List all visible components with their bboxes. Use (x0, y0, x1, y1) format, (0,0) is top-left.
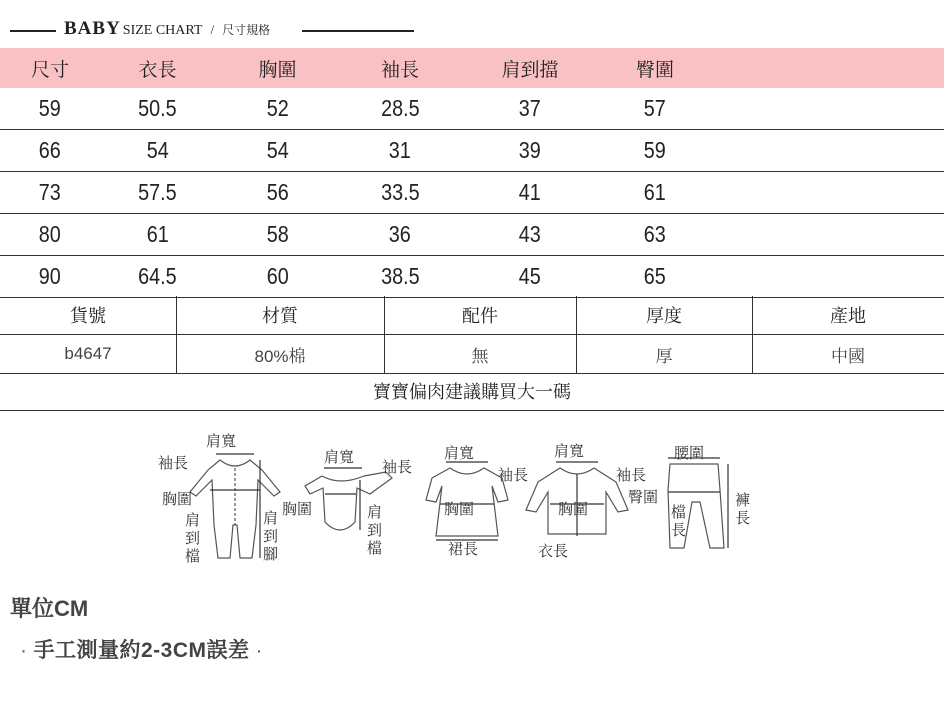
label-top-shoulder-width: 肩寬 (554, 442, 585, 460)
label-dress-shoulder-width: 肩寬 (444, 444, 475, 462)
label-bodysuit-shoulder-width: 肩寬 (324, 448, 355, 466)
table-row (0, 172, 944, 214)
product-info-table (0, 296, 944, 374)
title-divider-left (10, 30, 56, 32)
top-outline (526, 462, 628, 536)
info-header-row (0, 296, 944, 335)
column-divider (576, 335, 577, 373)
table-cell: 61 (146, 221, 169, 247)
table-cell: 31 (388, 137, 412, 163)
table-row (0, 256, 944, 298)
table-cell: 43 (518, 221, 542, 247)
info-value-row (0, 335, 944, 374)
label-bodysuit-shoulder-to-crotch: 肩到檔 (365, 504, 383, 558)
table-row (0, 130, 944, 172)
header-sleeve: 袖長 (380, 59, 419, 81)
table-cell: 38.5 (380, 263, 420, 289)
info-header-accessories: 配件 (462, 306, 498, 326)
measurement-diagrams (140, 430, 780, 580)
table-cell: 50.5 (138, 95, 177, 121)
table-cell: 54 (266, 137, 289, 163)
table-cell: 59 (38, 95, 62, 121)
label-bodysuit-sleeve: 袖長 (382, 458, 413, 476)
title-brand: BABY (64, 18, 121, 39)
table-cell: 58 (266, 221, 289, 247)
table-cell: 54 (146, 137, 169, 163)
label-top-chest: 胸圍 (558, 500, 589, 518)
title-subtitle: SIZE CHART (122, 23, 203, 38)
header-size: 尺寸 (30, 59, 69, 81)
table-cell: 61 (643, 179, 667, 205)
table-cell: 57.5 (138, 179, 177, 205)
chart-title (10, 18, 430, 42)
info-value-sku: b4647 (64, 344, 112, 363)
column-divider (752, 296, 753, 334)
label-top-sleeve: 袖長 (616, 466, 647, 484)
label-romper-shoulder-width: 肩寬 (206, 432, 237, 450)
table-cell: 56 (266, 179, 289, 205)
table-row (0, 88, 944, 130)
header-chest: 胸圍 (258, 59, 297, 81)
bullet-dot: · (255, 639, 264, 662)
column-divider (384, 335, 385, 373)
bullet-dot: · (20, 639, 28, 662)
header-hip: 臀圍 (635, 59, 674, 81)
table-cell: 52 (266, 95, 289, 121)
label-romper-shoulder-to-foot: 肩到腳 (261, 510, 279, 564)
table-cell: 39 (518, 137, 542, 163)
label-pants-waist: 腰圍 (674, 444, 705, 462)
info-header-sku: 貨號 (70, 306, 106, 326)
unit-label: 單位CM (10, 596, 89, 621)
sizing-note: 寶寶偏肉建議購買大一碼 (0, 372, 944, 411)
info-header-material: 材質 (262, 306, 298, 326)
table-cell: 60 (266, 263, 289, 289)
label-pants-length: 褲長 (733, 492, 751, 528)
table-cell: 57 (643, 95, 667, 121)
tolerance-text: 手工測量約2-3CM誤差 (33, 639, 250, 662)
table-row (0, 214, 944, 256)
label-romper-chest: 胸圍 (162, 490, 193, 508)
info-header-origin: 產地 (830, 306, 866, 326)
table-cell: 63 (643, 221, 667, 247)
header-length: 衣長 (138, 59, 177, 81)
table-cell: 45 (518, 263, 542, 289)
label-dress-skirt-length: 裙長 (448, 540, 479, 558)
table-cell: 59 (643, 137, 667, 163)
table-cell: 36 (388, 221, 412, 247)
column-divider (176, 335, 177, 373)
column-divider (752, 335, 753, 373)
table-cell: 33.5 (380, 179, 420, 205)
header-shoulder-crotch: 肩到擋 (501, 59, 559, 81)
measurement-tolerance (14, 634, 269, 664)
column-divider (176, 296, 177, 334)
table-cell: 28.5 (380, 95, 420, 121)
table-cell: 66 (38, 137, 62, 163)
table-cell: 90 (38, 263, 62, 289)
label-dress-sleeve: 袖長 (498, 466, 529, 484)
column-divider (384, 296, 385, 334)
column-divider (576, 296, 577, 334)
title-divider-right (302, 30, 414, 32)
title-subtitle-cn: 尺寸規格 (222, 23, 271, 37)
table-cell: 73 (38, 179, 62, 205)
info-value-accessories: 無 (471, 346, 489, 366)
info-value-origin: 中國 (831, 346, 865, 366)
label-romper-sleeve: 袖長 (158, 454, 189, 472)
label-bodysuit-chest: 胸圍 (282, 500, 313, 518)
table-cell: 80 (38, 221, 62, 247)
table-cell: 65 (643, 263, 667, 289)
label-romper-shoulder-to-crotch: 肩到檔 (183, 512, 201, 566)
label-pants-hip: 臀圍 (628, 488, 659, 506)
table-cell: 64.5 (138, 263, 177, 289)
label-dress-chest: 胸圍 (444, 500, 475, 518)
size-table-header (0, 48, 944, 88)
title-separator: / (210, 22, 215, 37)
table-cell: 41 (518, 179, 542, 205)
info-header-thickness: 厚度 (646, 306, 682, 326)
label-pants-crotch: 檔長 (669, 504, 687, 540)
info-value-material: 80%棉 (254, 346, 306, 366)
table-cell: 37 (518, 95, 542, 121)
info-value-thickness: 厚 (655, 346, 673, 366)
size-table (0, 48, 944, 298)
label-top-length: 衣長 (538, 542, 569, 560)
